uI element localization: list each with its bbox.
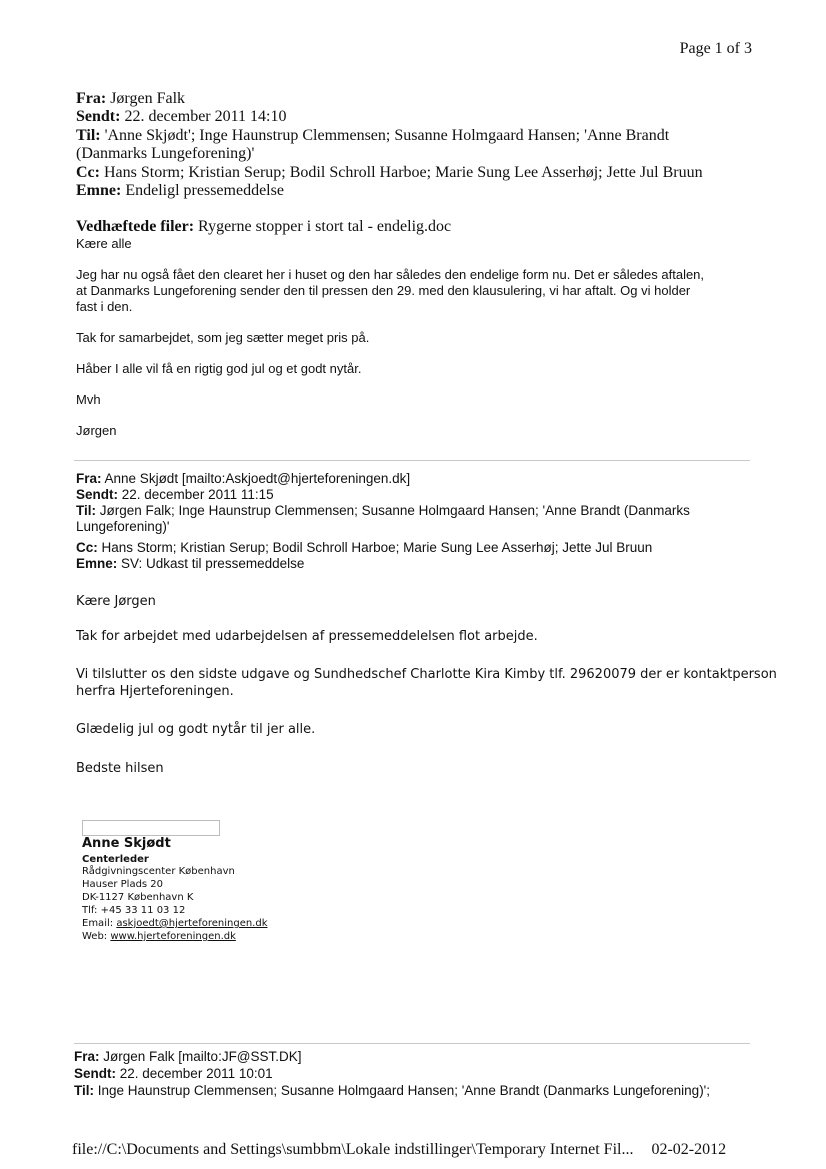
email1-sent: Sendt: 22. december 2011 14:10	[76, 108, 287, 125]
email1-para2: Tak for samarbejdet, som jeg sætter meget pris på.	[76, 330, 370, 345]
email1-cc: Cc: Hans Storm; Kristian Serup; Bodil Schroll Harboe; Marie Sung Lee Asserhøj; Jette Jul Bruun	[76, 164, 703, 181]
email3-from: Fra: Jørgen Falk [mailto:JF@SST.DK]	[74, 1049, 302, 1064]
sig-address2: DK-1127 København K	[82, 892, 194, 903]
email1-para3: Håber I alle vil få en rigtig god jul og et godt nytår.	[76, 361, 362, 376]
email1-para1-l1: Jeg har nu også fået den clearet her i huset og den har således den endelige form nu. Det er således aftalen,	[76, 267, 705, 282]
sig-title: Centerleder	[82, 854, 149, 865]
sig-email: Email: askjoedt@hjerteforeningen.dk	[82, 918, 268, 929]
footer-path: file://C:\Documents and Settings\sumbbm\Lokale indstillinger\Temporary Internet Fil...	[72, 1141, 634, 1158]
email1-closing: Mvh	[76, 392, 101, 407]
email2-to-cont: Lungeforening)'	[76, 519, 170, 534]
email1-para1-l3: fast i den.	[76, 299, 133, 314]
footer-date: 02-02-2012	[651, 1141, 727, 1158]
sig-org: Rådgivningscenter København	[82, 866, 235, 877]
email1-to: Til: 'Anne Skjødt'; Inge Haunstrup Clemmensen; Susanne Holmgaard Hansen; 'Anne Brandt	[76, 127, 670, 144]
email1-attachments: Vedhæftede filer: Rygerne stopper i stort tal - endelig.doc	[76, 218, 452, 235]
email2-para2-l1: Vi tilslutter os den sidste udgave og Sundhedschef Charlotte Kira Kimby tlf. 29620079 der er kontaktperson	[76, 667, 777, 682]
email1-subject: Emne: Endeligl pressemeddelse	[76, 182, 284, 199]
email2-para3: Glædelig jul og godt nytår til jer alle.	[76, 722, 316, 737]
email2-sent: Sendt: 22. december 2011 11:15	[76, 487, 274, 502]
email2-para1: Tak for arbejdet med udarbejdelsen af pressemeddelelsen flot arbejde.	[76, 629, 538, 644]
email1-from: Fra: Jørgen Falk	[76, 90, 186, 107]
print-footer	[72, 1141, 726, 1159]
signature-image-placeholder	[82, 820, 220, 836]
email3-to: Til: Inge Haunstrup Clemmensen; Susanne Holmgaard Hansen; 'Anne Brandt (Danmarks Lungeforening)';	[74, 1083, 711, 1098]
sig-email-link[interactable]: askjoedt@hjerteforeningen.dk	[116, 918, 268, 929]
email2-from: Fra: Anne Skjødt [mailto:Askjoedt@hjerteforeningen.dk]	[76, 471, 411, 486]
email3-sent: Sendt: 22. december 2011 10:01	[74, 1066, 273, 1081]
sig-phone: Tlf: +45 33 11 03 12	[82, 905, 186, 916]
email2-cc: Cc: Hans Storm; Kristian Serup; Bodil Schroll Harboe; Marie Sung Lee Asserhøj; Jette Jul Bruun	[76, 540, 653, 555]
sig-name: Anne Skjødt	[82, 836, 171, 851]
page-number: Page 1 of 3	[679, 40, 752, 57]
email2-closing: Bedste hilsen	[76, 761, 164, 776]
sig-web-link[interactable]: www.hjerteforeningen.dk	[110, 931, 236, 942]
email2-para2-l2: herfra Hjerteforeningen.	[76, 684, 234, 699]
email1-to-cont: (Danmarks Lungeforening)'	[76, 145, 255, 162]
email1-para1-l2: at Danmarks Lungeforening sender den til pressen den 29. med den klausulering, vi har aftalt. Og vi holder	[76, 283, 691, 298]
sig-web: Web: www.hjerteforeningen.dk	[82, 931, 236, 942]
email2-greeting: Kære Jørgen	[76, 594, 156, 609]
email2-subject: Emne: SV: Udkast til pressemeddelse	[76, 556, 305, 571]
separator-2	[74, 1043, 750, 1044]
email2-to: Til: Jørgen Falk; Inge Haunstrup Clemmensen; Susanne Holmgaard Hansen; 'Anne Brandt (Danmarks	[76, 503, 690, 518]
email1-signature: Jørgen	[76, 423, 117, 438]
sig-address1: Hauser Plads 20	[82, 879, 164, 890]
attachment-link[interactable]: Rygerne stopper i stort tal - endelig.doc	[198, 218, 452, 235]
email1-greeting: Kære alle	[76, 236, 132, 251]
separator-1	[74, 460, 750, 461]
